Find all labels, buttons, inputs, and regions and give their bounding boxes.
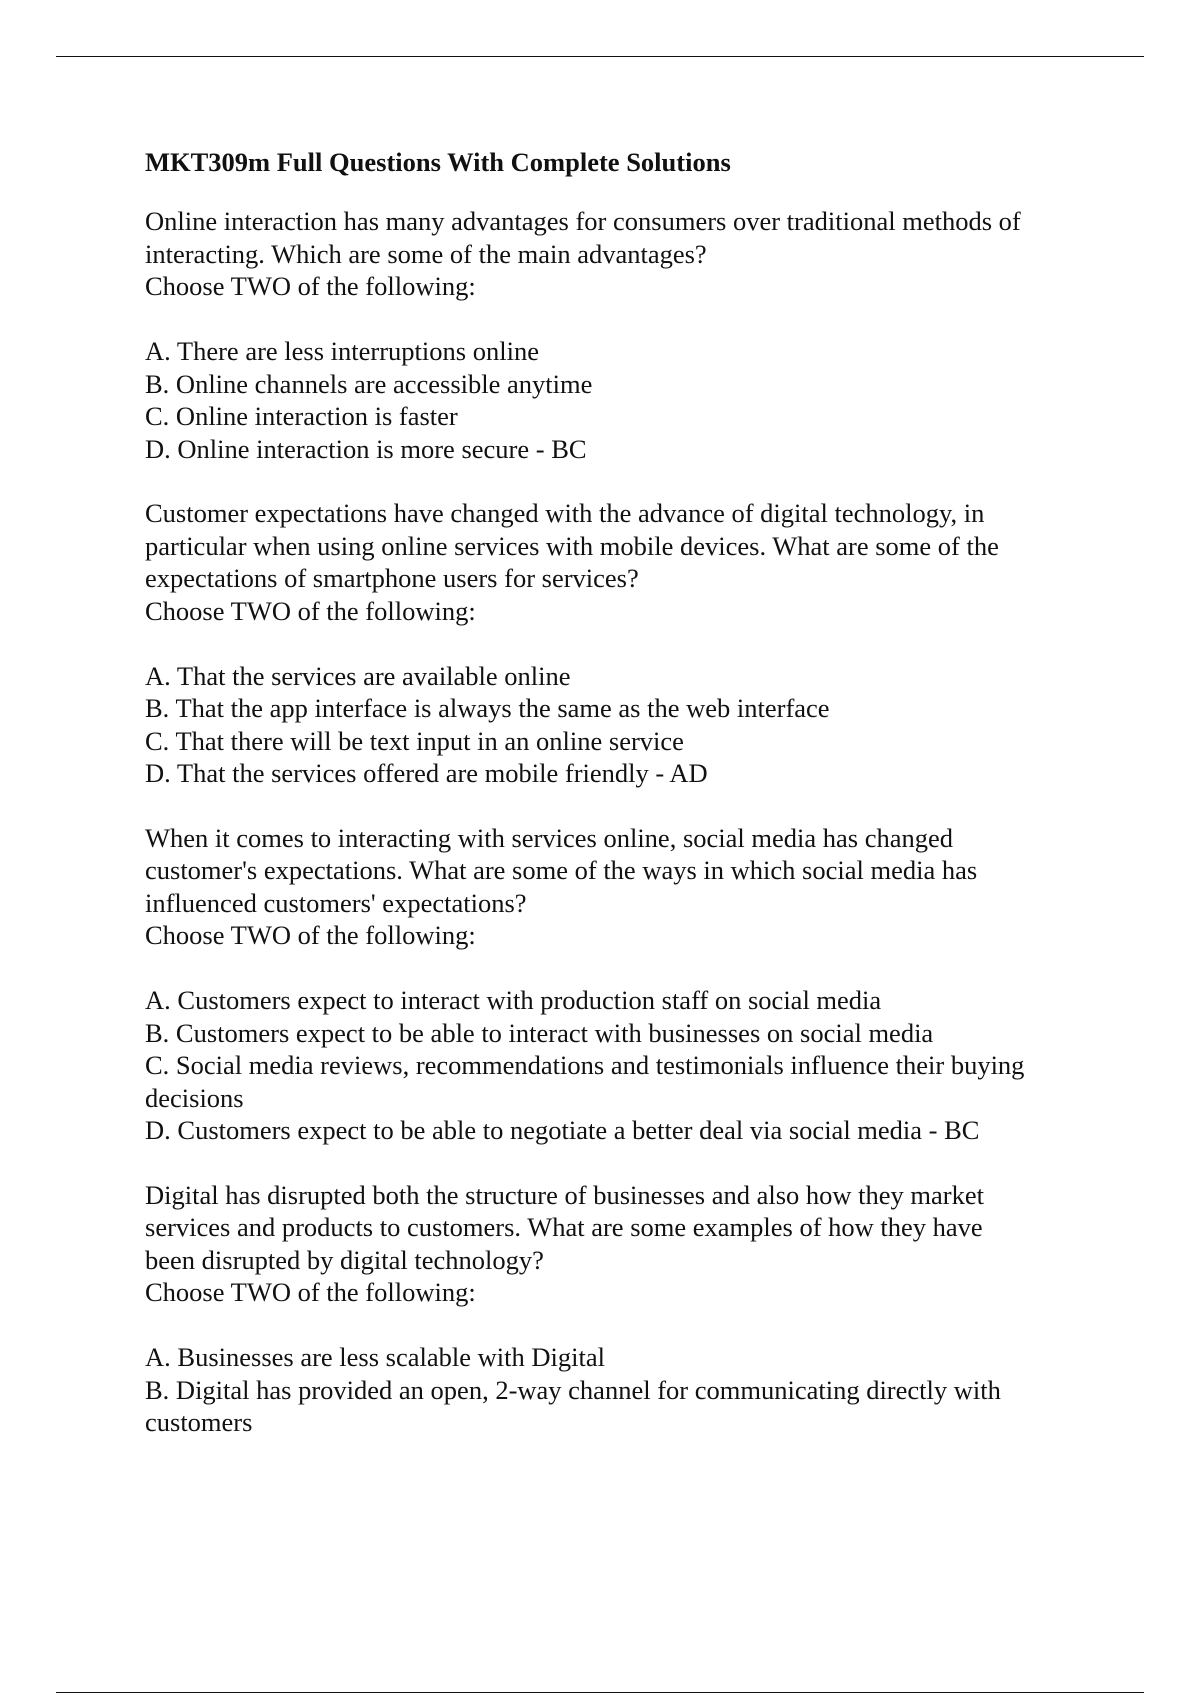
answer-option: A. Customers expect to interact with production staff on social media [145, 985, 882, 1015]
answer-option: A. That the services are available online [145, 660, 571, 691]
question-stem-line: expectations of smartphone users for services? [145, 563, 639, 593]
question-stem-line: interacting. Which are some of the main advantages? [145, 238, 707, 269]
question-stem-line: When it comes to interacting with services online, social media has changed [145, 822, 953, 853]
question-stem-line: Digital has disrupted both the structure of businesses and also how they market [145, 1179, 984, 1210]
question-stem-line: services and products to customers. What are some examples of how they have [145, 1212, 983, 1242]
answer-option: B. Customers expect to be able to interact with businesses on social media [145, 1017, 934, 1048]
answer-option-continuation: customers [145, 1407, 253, 1437]
question-instruction: Choose TWO of the following: [145, 1277, 476, 1307]
question-1 [145, 205, 1085, 465]
bottom-rule [56, 1692, 1144, 1693]
top-rule [56, 56, 1144, 57]
answer-option: D. That the services offered are mobile friendly - AD [145, 758, 708, 788]
question-stem-line: Customer expectations have changed with the advance of digital technology, in [145, 498, 985, 528]
answer-option: A. There are less interruptions online [145, 336, 539, 366]
answer-option: D. Customers expect to be able to negotiate a better deal via social media - BC [145, 1115, 980, 1145]
question-stem-line: been disrupted by digital technology? [145, 1244, 544, 1275]
answer-option: B. That the app interface is always the same as the web interface [145, 693, 830, 723]
answer-option: D. Online interaction is more secure - BC [145, 433, 587, 464]
question-2 [145, 497, 1085, 790]
question-stem-line: particular when using online services with mobile devices. What are some of the [145, 530, 999, 561]
answer-option: B. Online channels are accessible anytime [145, 368, 593, 399]
question-stem-line: influenced customers' expectations? [145, 887, 527, 918]
question-instruction: Choose TWO of the following: [145, 595, 476, 626]
document-body [145, 146, 1085, 1471]
answer-option-continuation: decisions [145, 1082, 244, 1113]
document-title: MKT309m Full Questions With Complete Solutions [145, 147, 731, 177]
answer-option: C. Online interaction is faster [145, 401, 458, 431]
question-instruction: Choose TWO of the following: [145, 271, 476, 301]
answer-option: C. Social media reviews, recommendations and testimonials influence their buying [145, 1050, 1025, 1080]
answer-option: C. That there will be text input in an online service [145, 725, 684, 756]
answer-option: B. Digital has provided an open, 2-way channel for communicating directly with [145, 1374, 1001, 1405]
question-instruction: Choose TWO of the following: [145, 920, 476, 950]
answer-option: A. Businesses are less scalable with Digital [145, 1342, 605, 1372]
question-3 [145, 822, 1085, 1147]
question-stem-line: customer's expectations. What are some of the ways in which social media has [145, 855, 978, 885]
question-4 [145, 1179, 1085, 1439]
question-stem-line: Online interaction has many advantages for consumers over traditional methods of [145, 206, 1021, 236]
